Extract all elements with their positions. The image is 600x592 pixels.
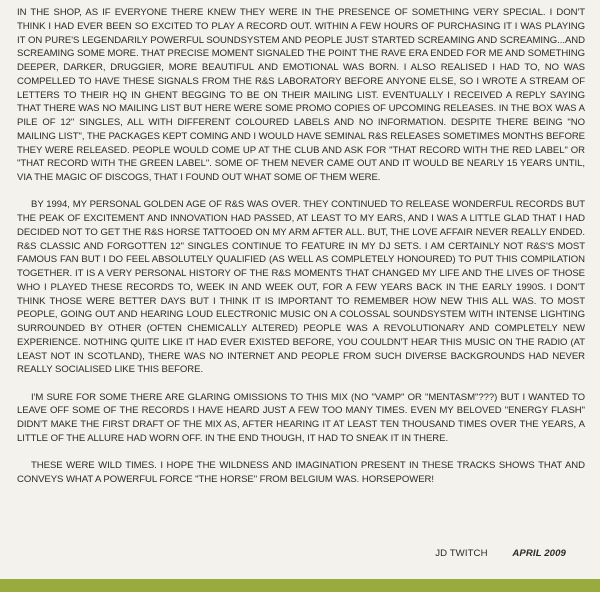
bottom-color-band: [0, 579, 600, 592]
signature-date: APRIL 2009: [512, 548, 566, 559]
paragraph-shop: IN THE SHOP, AS IF EVERYONE THERE KNEW THEY WERE IN THE PRESENCE OF SOMETHING VERY SPECIAL. I DON'T THINK I HAD EVER BEEN SO EXCITED TO PLAY A RECORD OUT. WITHIN A FEW HOURS OF PURCHASING IT I WAS PLAYING IT ON PURE'S LEGENDARILY POWERFUL SOUNDSYSTEM AND PEOPLE JUST STARTED SCREAMING AND SCREAMING...AND SCREAMING SOME MORE. THAT PRECISE MOMENT SIGNALED THE POINT THE RAVE ERA ENDED FOR ME AND SOMETHING DEEPER, DARKER, DRUGGIER, MORE BEAUTIFUL AND EMOTIONAL WAS BORN. I ALSO REALISED I HAD TO, NO WAS COMPELLED TO HAVE THESE SIGNALS FROM THE R&S LABORATORY BEFORE ANYONE ELSE, SO I WROTE A STREAM OF LETTERS TO THEIR HQ IN GHENT BEGGING TO BE ON THEIR MAILING LIST. EVENTUALLY I RECEIVED A REPLY SAYING THAT THERE WAS NO MAILING LIST BUT HERE WERE SOME PROMO COPIES OF UPCOMING RELEASES. IN THE BOX WAS A PILE OF 12" SINGLES, ALL WITH DIFFERENT COLOURED LABELS AND NO INFORMATION. DESPITE THERE BEING "NO MAILING LIST", THE PACKAGES KEPT COMING AND I WOULD HAVE SEMINAL R&S RELEASES SOMETIMES MONTHS BEFORE THEY WERE RELEASED. PEOPLE WOULD COME UP AT THE CLUB AND ASK FOR "THAT RECORD WITH THE RED LABEL" OR "THAT RECORD WITH THE GREEN LABEL". SOME OF THEM NEVER CAME OUT AND IT WOULD BE NEARLY 15 YEARS UNTIL, VIA THE MAGIC OF DISCOGS, THAT I FOUND OUT WHAT SOME OF THEM WERE.: [17, 7, 585, 183]
paragraph-gap: [17, 377, 585, 391]
paragraph-golden-age: BY 1994, MY PERSONAL GOLDEN AGE OF R&S WAS OVER. THEY CONTINUED TO RELEASE WONDERFUL RECORDS BUT THE PEAK OF EXCITEMENT AND INNOVATION HAD PASSED, AT LEAST TO MY EARS, AND I WAS A LITTLE GLAD THAT I HAD DECIDED NOT TO GET THE R&S HORSE TATTOOED ON MY ARM AFTER ALL. BUT, THE LOVE AFFAIR NEVER REALLY ENDED. R&S CLASSIC AND FORGOTTEN 12" SINGLES CONTINUE TO FEATURE IN MY DJ SETS. I AM CERTAINLY NOT R&S'S MOST FAMOUS FAN BUT I DO FEEL ABSOLUTELY QUALIFIED (AS WELL AS COMPLETELY HONOURED) TO PUT THIS COMPILATION TOGETHER. IT IS A VERY PERSONAL HISTORY OF THE R&S MOMENTS THAT CHANGED MY LIFE AND THE LIVES OF THOSE WHO I PLAYED THESE RECORDS TO, WEEK IN AND WEEK OUT, FOR A FEW YEARS BACK IN THE EARLY 1990S. I DON'T THINK THOSE WERE BETTER DAYS BUT I THINK IT IS IMPORTANT TO REMEMBER HOW NEW THIS ALL WAS. TO MOST PEOPLE, GOING OUT AND HEARING LOUD ELECTRONIC MUSIC ON A COLOSSAL SOUNDSYSTEM WITH INTENSE LIGHTING SURROUNDED BY OTHER (OFTEN CHEMICALLY ALTERED) PEOPLE WAS A REVOLUTIONARY AND COMPLETELY NEW EXPERIENCE. NOTHING QUITE LIKE IT HAD EVER EXISTED BEFORE, YOU COULDN'T HEAR THIS MUSIC ON THE RADIO (AT LEAST NOT IN SCOTLAND), THERE WAS NO INTERNET AND PEOPLE FROM SUCH DIVERSE BACKGROUNDS HAD NEVER REALLY SOCIALISED LIKE THIS BEFORE.: [17, 199, 585, 376]
paragraph-gap: [17, 185, 585, 199]
paragraph-omissions: I'M SURE FOR SOME THERE ARE GLARING OMISSIONS TO THIS MIX (NO "VAMP" OR "MENTASM"???) BUT I WANTED TO LEAVE OFF SOME OF THE RECORDS I HAVE HEARD JUST A FEW TOO MANY TIMES. EVEN MY BELOVED "ENERGY FLASH" DIDN'T MAKE THE FIRST DRAFT OF THE MIX AS, AFTER HEARING IT AT LEAST TEN THOUSAND TIMES OVER THE YEARS, A LITTLE OF THE ALLURE HAD WORN OFF. IN THE END THOUGH, IT HAD TO SNEAK IT IN THERE.: [17, 391, 585, 444]
paragraph-wild-times: THESE WERE WILD TIMES. I HOPE THE WILDNESS AND IMAGINATION PRESENT IN THESE TRACKS SHOWS THAT AND CONVEYS WHAT A POWERFUL FORCE "THE HORSE" FROM BELGIUM WAS. HORSEPOWER!: [17, 460, 585, 486]
liner-notes-text: [17, 6, 585, 487]
signature: [435, 548, 566, 559]
signature-author: JD TWITCH: [435, 548, 488, 559]
paragraph-gap: [17, 446, 585, 460]
